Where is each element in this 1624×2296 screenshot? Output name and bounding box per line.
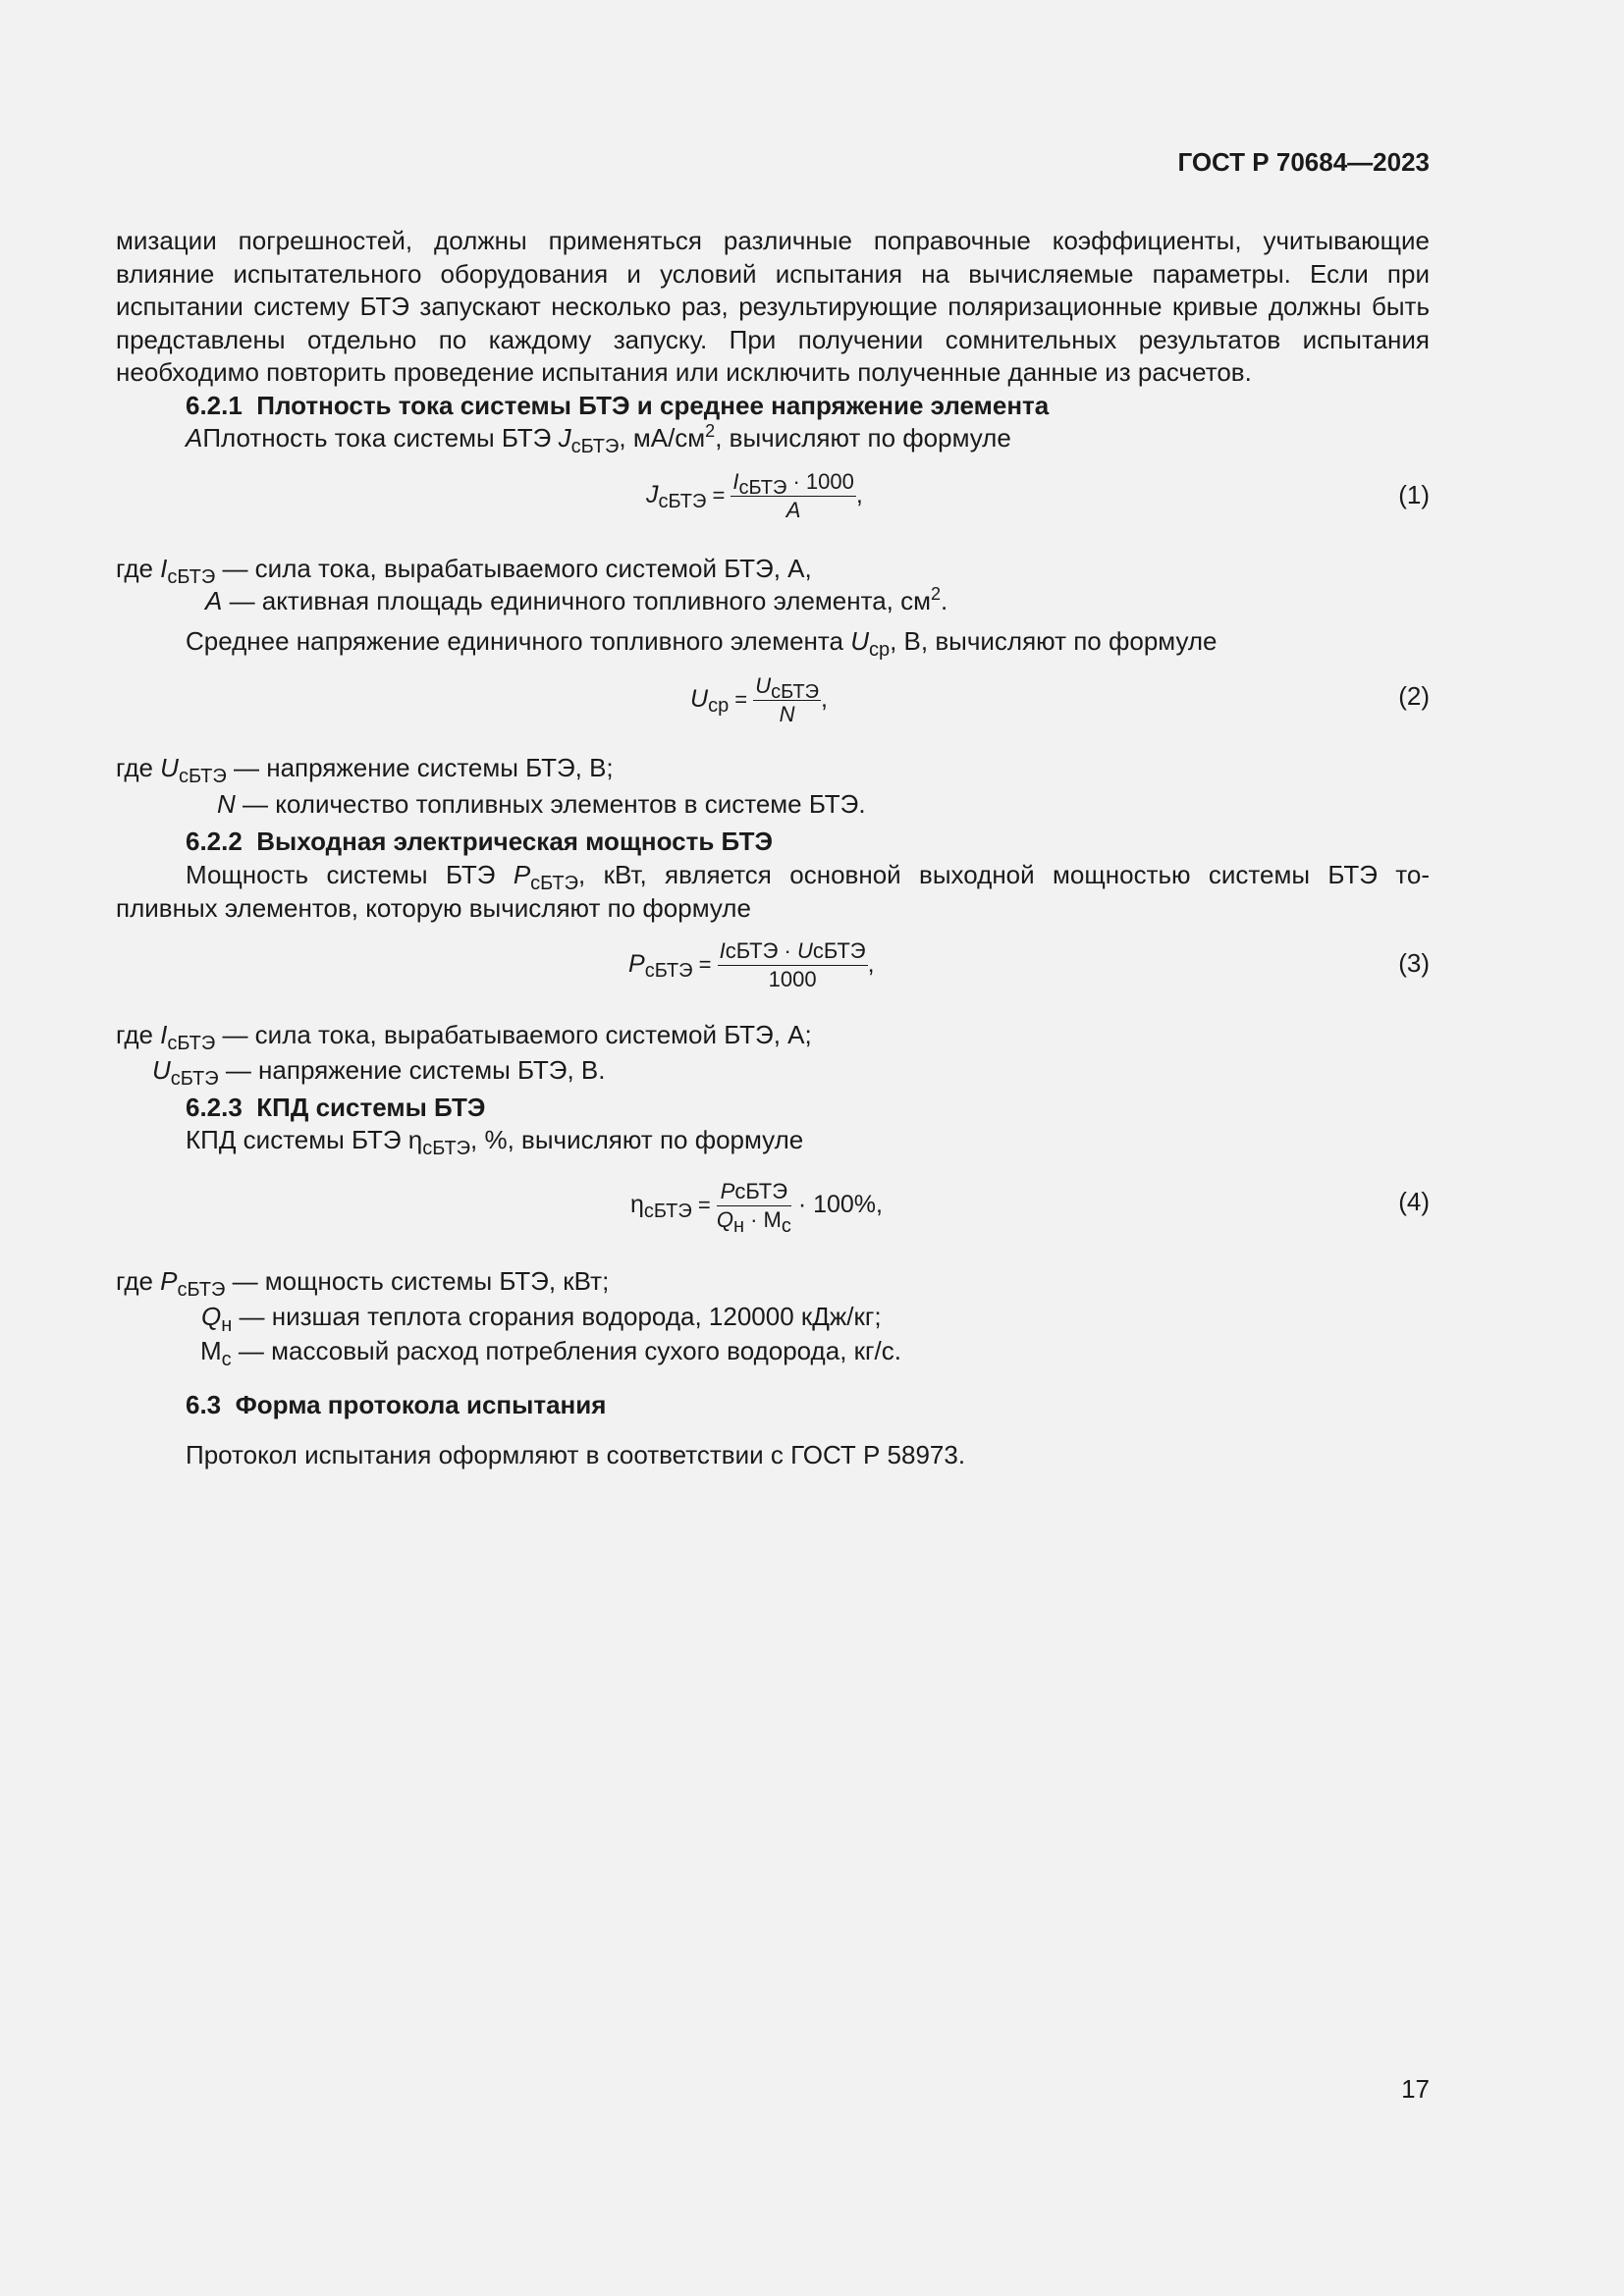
where-clause: где $P_{сБТЭ}$ — мощность системы БТЭ, кВт; bbox=[116, 1266, 610, 1301]
section-heading-6-3: 6.3 Форма протокола испытания bbox=[186, 1390, 607, 1419]
section-heading-6-2-3: 6.2.3 КПД системы БТЭ bbox=[186, 1093, 486, 1122]
fraction: $\frac{\text{IсБТЭ · 1000}}{А}$ bbox=[732, 469, 854, 522]
formula-2: $U_{ср}$ = $\frac{\text{UсБТЭ}}{N}$ , bbox=[690, 673, 828, 726]
where-clause: $М_с$ — массовый расход потребления сухого водорода, кг/с. bbox=[200, 1336, 901, 1370]
fraction: $\frac{\text{PсБТЭ}}{Qн \cdot Мс}$ bbox=[716, 1179, 791, 1237]
where-clause: где $I_{сБТЭ}$ — сила тока, вырабатываемого системой БТЭ, А, bbox=[116, 554, 812, 588]
where-clause: $U_{сБТЭ}$ — напряжение системы БТЭ, В. bbox=[152, 1055, 606, 1090]
section-heading-6-2-2: 6.2.2 Выходная электрическая мощность БТЭ bbox=[186, 827, 773, 856]
intro-paragraph: мизации погрешностей, должны применяться различные поправочные коэффициенты, учитывающие влияние испытательного оборудования и условий испытания на вычисляемые параметры. Если при испытании систему БТЭ запускают несколько раз, результирующие поляризационные кривые должны быть представлены отдельно по каждому запуску. При получении сомнительных результатов испытания необходимо повторить проведение испытания или исключить полученные данные из расчетов. bbox=[116, 226, 1430, 387]
formula-4: $\eta_{сБТЭ}$ = $\frac{\text{PсБТЭ}}{Qн \cdot Мс}$ · 100%, bbox=[630, 1179, 883, 1237]
formula-1: $J_{сБТЭ}$ = $\frac{\text{IсБТЭ · 1000}}{А}$ , bbox=[646, 469, 863, 522]
section-lead-text: АПлотность тока системы БТЭ $J_{сБТЭ}$, $мА/см^2$, вычисляют по формуле bbox=[186, 421, 1011, 457]
section-heading-6-2-1 bbox=[186, 391, 1049, 421]
where-clause: $Q_н$ — низшая теплота сгорания водорода, 120000 кДж/кг; bbox=[201, 1302, 882, 1336]
where-clause: N — количество топливных элементов в системе БТЭ. bbox=[217, 789, 866, 819]
paragraph-text: КПД системы БТЭ $\eta_{сБТЭ}$, %, вычисляют по формуле bbox=[186, 1125, 804, 1159]
equation-number-3: (3) bbox=[1398, 948, 1430, 978]
equation-number-1: (1) bbox=[1398, 480, 1430, 509]
equation-number-2: (2) bbox=[1398, 681, 1430, 711]
section-title: Плотность тока системы БТЭ и среднее напряжение элемента bbox=[256, 391, 1050, 420]
formula-3: $P_{сБТЭ}$ = $\frac{\text{IсБТЭ · UсБТЭ}}{1000}$ , bbox=[628, 938, 875, 991]
page-number: 17 bbox=[1401, 2074, 1430, 2104]
where-clause: где $I_{сБТЭ}$ — сила тока, вырабатываемого системой БТЭ, А; bbox=[116, 1020, 812, 1054]
document-header: ГОСТ Р 70684—2023 bbox=[1177, 147, 1430, 177]
paragraph-text: Мощность системы БТЭ $P_{сБТЭ}$, кВт, является основной выходной мощностью системы БТЭ то- пливных элементов, которую вычисляют по формуле bbox=[116, 860, 1430, 923]
where-clause: где $U_{сБТЭ}$ — напряжение системы БТЭ, В; bbox=[116, 753, 614, 787]
paragraph-text: Среднее напряжение единичного топливного элемента $U_{ср}$, В, вычисляют по формуле bbox=[186, 626, 1218, 661]
fraction: $\frac{\text{UсБТЭ}}{N}$ bbox=[755, 673, 819, 726]
paragraph-text: Протокол испытания оформляют в соответствии с ГОСТ Р 58973. bbox=[186, 1440, 966, 1469]
equation-number-4: (4) bbox=[1398, 1187, 1430, 1216]
where-clause: А — активная площадь единичного топливного элемента, $см^2$. bbox=[205, 584, 948, 615]
fraction: $\frac{\text{IсБТЭ · UсБТЭ}}{1000}$ bbox=[719, 938, 866, 991]
section-number: 6.2.1 bbox=[186, 391, 243, 420]
